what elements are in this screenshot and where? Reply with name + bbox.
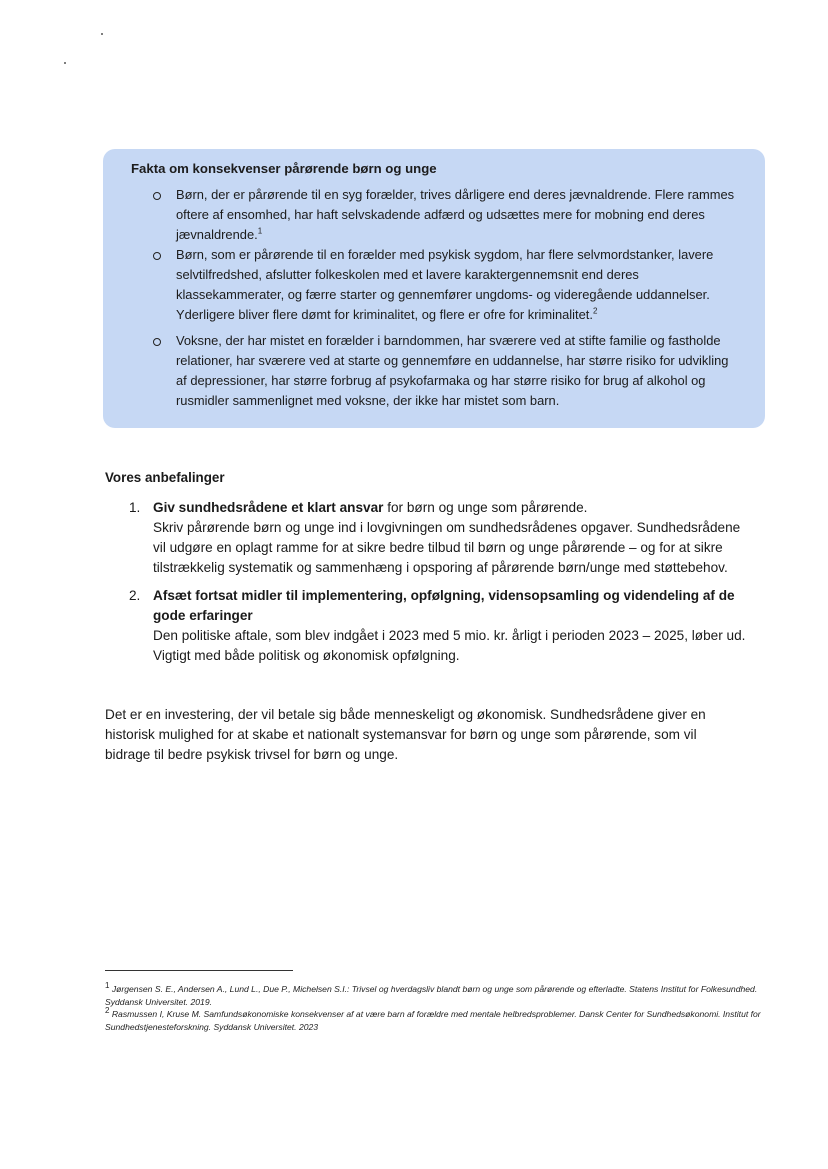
facts-title: Fakta om konsekvenser pårørende børn og unge xyxy=(131,161,437,176)
closing-paragraph: Det er en investering, der vil betale sig både menneskeligt og økonomisk. Sundhedsrådene giver en historisk mulighed for at skabe et nationalt systemansvar for børn og unge som pårørende, som vil bidrage til bedre psykisk trivsel for børn og unge. xyxy=(105,706,706,762)
footnote-mark: 1 xyxy=(105,981,110,991)
recommendation-heading: Giv sundhedsrådene et klart ansvar xyxy=(153,500,384,515)
circle-bullet-icon xyxy=(153,192,161,200)
recommendation-heading-tail: for børn og unge som pårørende. xyxy=(383,500,588,515)
recommendation-item xyxy=(105,498,755,578)
scan-speck xyxy=(64,62,66,64)
item-number: 1. xyxy=(129,500,141,515)
recommendations-title: Vores anbefalinger xyxy=(105,470,225,485)
fact-item xyxy=(131,245,739,325)
fact-item xyxy=(131,331,739,411)
facts-box xyxy=(103,149,765,428)
footnote xyxy=(105,1008,765,1033)
recommendation-body: Skriv pårørende børn og unge ind i lovgivningen om sundhedsrådenes opgaver. Sundhedsrådene vil udgøre en oplagt ramme for at sikre bedre tilbud til børn og unge pårørende – og for at sikre tilstrækkelig systematik og sammenhæng i opsporing af pårørende børn/unge med støttebehov. xyxy=(153,520,741,575)
recommendation-heading: Afsæt fortsat midler til implementering, opfølgning, vidensopsamling og videndeling af de gode erfaringer xyxy=(153,588,735,623)
footnotes xyxy=(105,983,765,1033)
fact-text: Børn, der er pårørende til en syg forælder, trives dårligere end deres jævnaldrende. Flere rammes oftere af ensomhed, har haft selvskadende adfærd og udsættes mere for mobning end deres jævnaldrende. xyxy=(176,187,735,242)
recommendation-body: Den politiske aftale, som blev indgået i 2023 med 5 mio. kr. årligt i perioden 2023 – 2025, løber ud. Vigtigt med både politisk og økonomisk opfølgning. xyxy=(153,628,746,663)
footnote-text: Jørgensen S. E., Andersen A., Lund L., Due P., Michelsen S.I.: Trivsel og hverdagsliv blandt børn og unge som pårørende og efterladte. Statens Institut for Folkesundhed. Syddansk Universitet. 2019. xyxy=(105,984,758,1007)
footnote-mark: 2 xyxy=(105,1006,110,1016)
footnote-text: Rasmussen I, Kruse M. Samfundsøkonomiske konsekvenser af at være barn af forældre med mentale helbredsproblemer. Dansk Center for Sundhedsøkonomi. Institut for Sundhedstjenesteforskning. Syddansk Universitet. 2023 xyxy=(105,1009,761,1032)
fact-text: Voksne, der har mistet en forælder i barndommen, har sværere ved at stifte familie og fastholde relationer, har sværere ved at starte og gennemføre en uddannelse, har større risiko for udvikling af depressioner, har større forbrug af psykofarmaka og har større risiko for brug af alkohol og rusmidler sammenlignet med voksne, der ikke har mistet som barn. xyxy=(176,333,729,408)
footnote-ref[interactable]: 2 xyxy=(592,306,598,316)
fact-item xyxy=(131,185,739,245)
recommendation-item xyxy=(105,586,755,666)
recommendations-list xyxy=(105,498,755,666)
item-number: 2. xyxy=(129,588,141,603)
footnote-divider xyxy=(105,970,293,971)
footnote-ref[interactable]: 1 xyxy=(257,226,263,236)
scan-speck xyxy=(101,33,103,35)
footnote xyxy=(105,983,765,1008)
fact-text: Børn, som er pårørende til en forælder med psykisk sygdom, har flere selvmordstanker, lavere selvtilfredshed, afslutter folkeskolen med et lavere karaktergennemsnit end deres klassekammerater, og færre starter og gennemfører ungdoms- og videregående uddannelser. Yderligere bliver flere dømt for kriminalitet, og flere er ofre for kriminalitet. xyxy=(176,247,714,322)
facts-list xyxy=(131,185,739,411)
circle-bullet-icon xyxy=(153,252,161,260)
circle-bullet-icon xyxy=(153,338,161,346)
